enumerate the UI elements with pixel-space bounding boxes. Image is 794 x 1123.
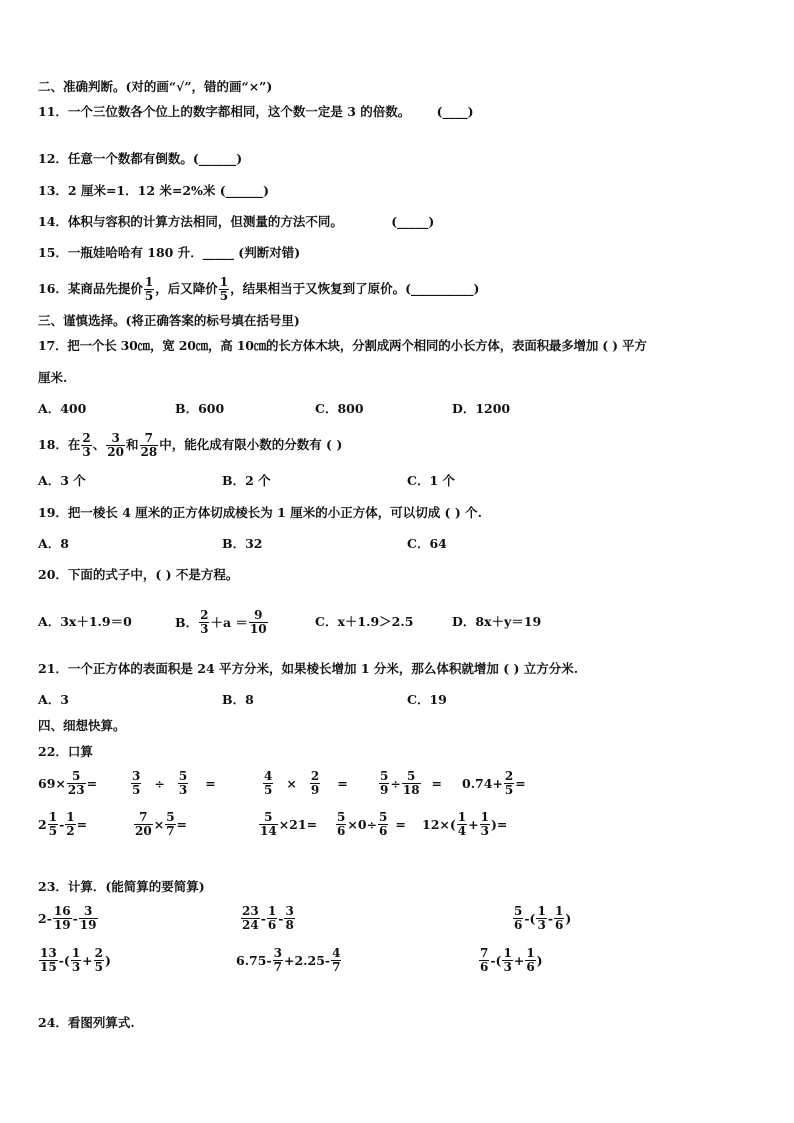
question-20: 20．下面的式子中，( ) 不是方程。	[38, 567, 239, 582]
question-16: 16．某商品先提价 $\frac{1}{5}$ ，后又降价 $\frac{1}{5}$ ，结果相当于又恢复到了原价。(__________)	[38, 274, 480, 303]
option-b[interactable]: B．32	[222, 536, 263, 551]
question-11: 11．一个三位数各个位上的数字都相同，这个数一定是 3 的倍数。 (____)	[38, 104, 474, 119]
option-b[interactable]: B．600	[175, 401, 225, 416]
question-19: 19．把一棱长 4 厘米的正方体切成棱长为 1 厘米的小正方体，可以切成 ( ) 个.	[38, 505, 482, 520]
question-22-title: 22．口算	[38, 744, 93, 759]
option-a[interactable]: A．3x＋1.9＝0	[38, 614, 132, 629]
fraction: $\frac{1}{5}$	[144, 274, 154, 303]
section-heading-choice: 三、谨慎选择。(将正确答案的标号填在括号里)	[38, 313, 300, 328]
option-d[interactable]: D．1200	[452, 401, 511, 416]
option-a[interactable]: A．400	[38, 401, 87, 416]
option-d[interactable]: D．8x＋y＝19	[452, 614, 542, 629]
oral-expression: 69× $\frac{5}{23}$ =	[38, 769, 98, 797]
oral-expression: 2 $\frac{1}{5}$ - $\frac{1}{2}$ =	[38, 810, 88, 838]
fraction: $\frac{1}{5}$	[219, 274, 229, 303]
option-a[interactable]: A．3	[38, 692, 69, 707]
section-heading-calculation: 四、细想快算。	[38, 718, 126, 733]
fraction: $\frac{2}{3}$	[200, 607, 209, 636]
fraction: $\frac{3}{20}$	[107, 430, 124, 459]
option-c[interactable]: C．64	[407, 536, 447, 551]
calc-expression: 2- $\frac{16}{19}$ - $\frac{3}{19}$	[38, 904, 97, 932]
option-c[interactable]: C．1 个	[407, 473, 455, 488]
oral-expression: $\frac{5}{14}$ ×21=	[260, 810, 318, 838]
option-b[interactable]: B． $\frac{2}{3}$ ＋a ＝ $\frac{9}{10}$	[175, 607, 267, 636]
fraction: $\frac{2}{3}$	[82, 430, 91, 459]
oral-expression: $\frac{7}{20}$ × $\frac{5}{7}$ =	[135, 810, 188, 838]
oral-expression: 12×( $\frac{1}{4}$ + $\frac{1}{3}$ )=	[422, 810, 508, 838]
oral-expression: $\frac{5}{9}$ ÷ $\frac{5}{18}$ =	[380, 769, 443, 797]
oral-expression: $\frac{5}{6}$ ×0÷ $\frac{5}{6}$ =	[337, 810, 406, 838]
question-23-title: 23．计算．(能简算的要简算)	[38, 879, 205, 894]
option-a[interactable]: A．3 个	[38, 473, 86, 488]
calc-expression: $\frac{5}{6}$ -( $\frac{1}{3}$ - $\frac{1}{6}$ )	[514, 904, 572, 932]
question-24-title: 24．看图列算式.	[38, 1015, 135, 1030]
option-a[interactable]: A．8	[38, 536, 69, 551]
option-c[interactable]: C．800	[315, 401, 364, 416]
option-c[interactable]: C．x＋1.9＞2.5	[315, 614, 414, 629]
oral-expression: $\frac{4}{5}$ × $\frac{2}{9}$ =	[264, 769, 348, 797]
oral-expression: 0.74+ $\frac{2}{5}$ =	[462, 769, 526, 797]
question-15: 15．一瓶娃哈哈有 180 升．_____ (判断对错)	[38, 245, 301, 260]
answer-blank[interactable]: (_____)	[391, 214, 435, 229]
question-17-line1: 17．把一个长 30㎝，宽 20㎝，高 10㎝的长方体木块，分割成两个相同的小长方体，表面积最多增加 ( ) 平方	[38, 338, 647, 353]
calc-expression: $\frac{13}{15}$ -( $\frac{1}{3}$ + $\frac{2}{5}$ )	[40, 946, 111, 974]
option-b[interactable]: B．8	[222, 692, 254, 707]
answer-blank[interactable]: (____)	[436, 104, 474, 119]
calc-expression: 6.75- $\frac{3}{7}$ +2.25- $\frac{4}{7}$	[236, 946, 341, 974]
question-17-line2: 厘米.	[38, 370, 68, 385]
question-21: 21．一个正方体的表面积是 24 平方分米，如果棱长增加 1 分米，那么体积就增加 ( ) 立方分米.	[38, 661, 579, 676]
oral-expression: $\frac{3}{5}$ ÷ $\frac{5}{3}$ =	[132, 769, 216, 797]
question-13: 13．2 厘米=1．12 米=2%米 (______)	[38, 183, 270, 198]
calc-expression: $\frac{7}{6}$ -( $\frac{1}{3}$ + $\frac{1}{6}$ )	[480, 946, 543, 974]
question-12: 12．任意一个数都有倒数。(______)	[38, 151, 243, 166]
fraction: $\frac{7}{28}$	[140, 430, 158, 459]
question-18: 18．在 $\frac{2}{3}$ 、 $\frac{3}{20}$ 和 $\frac{7}{28}$ 中，能化成有限小数的分数有 ( )	[38, 430, 343, 459]
fraction: $\frac{9}{10}$	[249, 607, 267, 636]
section-heading-judgement: 二、准确判断。(对的画“√”，错的画“×”)	[38, 79, 273, 94]
option-b[interactable]: B．2 个	[222, 473, 271, 488]
option-c[interactable]: C．19	[407, 692, 447, 707]
question-14: 14．体积与容积的计算方法相同，但测量的方法不同。 (_____)	[38, 214, 435, 229]
calc-expression: $\frac{23}{24}$ - $\frac{1}{6}$ - $\frac{3}{8}$	[242, 904, 294, 932]
